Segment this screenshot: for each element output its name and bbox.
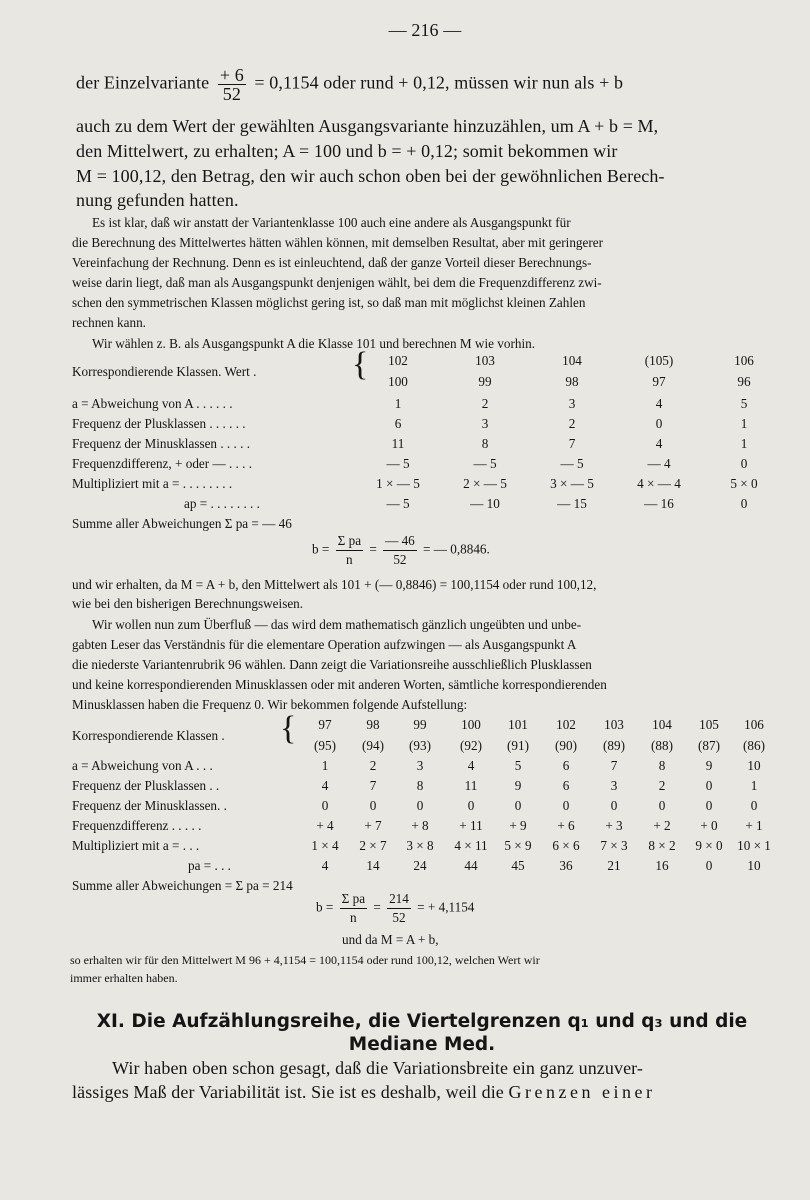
fraction-numerator: — 46 [383, 532, 417, 551]
top-line-5: nung gefunden hatten. [76, 190, 239, 210]
table1-cell: 1 [740, 416, 748, 431]
table1-cell: 4 × — 4 [637, 476, 681, 491]
table2-cell: 2 × 7 [359, 838, 387, 853]
table2-cell: 0 [610, 798, 618, 813]
table1-cell: — 16 [644, 496, 674, 511]
table2-top-values [0, 717, 764, 737]
table2-cell: 0 [562, 798, 570, 813]
para1-line-2: die Berechnung des Mittelwertes hätten wählen können, mit demselben Resultat, aber mit geringerer [72, 235, 603, 250]
table2-cell: 8 × 2 [648, 838, 676, 853]
table2-header-label: Korrespondierende Klassen . [72, 728, 225, 743]
table1-cell: 2 [568, 416, 576, 431]
fraction-denominator: n [350, 910, 357, 925]
table2-bottom: (87) [698, 738, 720, 753]
table2-top: 100 [461, 717, 481, 732]
table2-cell: 0 [369, 798, 377, 813]
fraction-numerator: + 6 [219, 65, 244, 85]
para5-line-1: so erhalten wir für den Mittelwert M 96 + 4,1154 = 100,1154 oder rund 100,12, welchen Wert wir [70, 953, 540, 967]
section-heading-line-2: Mediane Med. [348, 1034, 496, 1055]
table1-cell: — 5 [386, 496, 410, 511]
table2-top: 104 [652, 717, 672, 732]
table2-cell: 7 [369, 778, 377, 793]
para4-line-3: die niederste Variantenrubrik 96 wählen. Dann zeigt die Variationsreihe ausschließlich Plusklassen [72, 657, 592, 672]
table2-cell: + 11 [459, 818, 483, 833]
para1-line-5: schen den symmetrischen Klassen möglichst gering ist, so daß man mit möglichst kleinen Zahlen [72, 295, 586, 310]
table1-cell: 5 × 0 [730, 476, 758, 491]
table1-bottom-2: 99 [478, 374, 492, 389]
table2-row-label: Frequenz der Plusklassen . . [72, 778, 220, 793]
table2-row-pa [72, 858, 810, 878]
table2-cell: 9 × 0 [695, 838, 723, 853]
table1-cell: 0 [740, 456, 748, 471]
para1-line-3: Vereinfachung der Rechnung. Denn es ist einleuchtend, daß der ganze Vorteil dieser Berechnungs- [72, 255, 592, 270]
table2-cell: 1 [750, 778, 758, 793]
table2-cell: 4 [321, 858, 329, 873]
table2-bottom: (90) [555, 738, 577, 753]
table1-row-label: Frequenz der Plusklassen . . . . . . [72, 416, 246, 431]
table1-cell: 1 [394, 396, 402, 411]
table2-cell: 4 × 11 [454, 838, 488, 853]
table2-cell: + 0 [700, 818, 718, 833]
table2-cell: 7 [610, 758, 618, 773]
table1-cell: 2 [481, 396, 489, 411]
top-line-1 [76, 66, 623, 103]
table1-bottom-3: 98 [565, 374, 579, 389]
table2-cell: 7 × 3 [600, 838, 628, 853]
table2-formula [316, 890, 474, 927]
table2-cell: 0 [321, 798, 329, 813]
table2-cell: 8 [658, 758, 666, 773]
table1-cell: 4 [655, 436, 663, 451]
table2-cell: 0 [705, 778, 713, 793]
table2-top: 98 [366, 717, 380, 732]
table2-sum: Summe aller Abweichungen = Σ pa = 214 [72, 878, 293, 893]
closing-line-2a: lässiges Maß der Variabilität ist. Sie ist es deshalb, weil die [72, 1082, 504, 1102]
table1-row-frequenzdifferenz [72, 456, 810, 476]
table1-row-label: a = Abweichung von A . . . . . . [72, 396, 233, 411]
table2-row-label: a = Abweichung von A . . . [72, 758, 213, 773]
table1-top-3: 104 [562, 353, 582, 368]
table2-bottom: (86) [743, 738, 765, 753]
formula-result: = + 4,1154 [417, 899, 475, 915]
table1-row-label: ap = . . . . . . . . [184, 496, 260, 511]
table2-cell: + 8 [411, 818, 429, 833]
table2-cell: 0 [750, 798, 758, 813]
table2-cell: + 9 [509, 818, 527, 833]
table1-cell: 11 [391, 436, 405, 451]
table1-cell: 1 [740, 436, 748, 451]
table1-bottom-1: 100 [388, 374, 408, 389]
formula-b: b = [312, 541, 330, 557]
table2-top: 105 [699, 717, 719, 732]
table2-cell: 10 [747, 758, 761, 773]
table2-cell: + 7 [364, 818, 382, 833]
para4-line-2: gabten Leser das Verständnis für die elementare Operation aufzwingen — als Ausgangspunkt A [72, 637, 577, 652]
table2-row-minusklassen [72, 798, 810, 818]
table1-top-5: 106 [734, 353, 754, 368]
table2-bottom: (93) [409, 738, 431, 753]
table1-cell: 2 × — 5 [463, 476, 507, 491]
formula-fraction-1 [336, 532, 363, 569]
closing-line-2b-spaced: Grenzen einer [508, 1082, 656, 1102]
table2-cell: 44 [464, 858, 478, 873]
table2-cell: 6 × 6 [552, 838, 580, 853]
table1-cell: 6 [394, 416, 402, 431]
table2-cell: 24 [413, 858, 427, 873]
table2-top: 103 [604, 717, 624, 732]
top-line-4: M = 100,12, den Betrag, den wir auch schon oben bei der gewöhnlichen Berech- [76, 166, 665, 186]
table1-row-label: Multipliziert mit a = . . . . . . . . [72, 476, 233, 491]
table2-cell: + 1 [745, 818, 763, 833]
table2-cell: + 3 [605, 818, 623, 833]
table2-cell: 0 [416, 798, 424, 813]
table2-bottom: (89) [603, 738, 625, 753]
table2-row-label: Frequenz der Minusklassen. . [72, 798, 227, 813]
table2-cell: 9 [514, 778, 522, 793]
table1-brace: { [352, 346, 369, 383]
table2-row-label: pa = . . . [188, 858, 231, 873]
table1-row-label: Frequenzdifferenz, + oder — . . . . [72, 456, 253, 471]
table1-top-1: 102 [388, 353, 408, 368]
fraction-denominator: 52 [222, 84, 241, 104]
top-line-2: auch zu dem Wert der gewählten Ausgangsvariante hinzuzählen, um A + b = M, [76, 116, 659, 136]
table1-cell: 8 [481, 436, 489, 451]
table2-cell: 21 [607, 858, 621, 873]
table2-row-frequenzdifferenz [72, 818, 810, 838]
table2-cell: 6 [562, 758, 570, 773]
table1-cell: 0 [740, 496, 748, 511]
table2-cell: + 4 [316, 818, 334, 833]
table2-brace: { [280, 710, 297, 747]
top-line-3: den Mittelwert, zu erhalten; A = 100 und b = + 0,12; somit bekommen wir [76, 141, 618, 161]
table2-top: 99 [413, 717, 427, 732]
para4-line-5: Minusklassen haben die Frequenz 0. Wir bekommen folgende Aufstellung: [72, 697, 468, 712]
table2-cell: 10 [747, 858, 761, 873]
table2-bottom: (88) [651, 738, 673, 753]
table2-cell: 45 [511, 858, 525, 873]
para2: Wir wählen z. B. als Ausgangspunkt A die Klasse 101 und berechnen M wie vorhin. [92, 336, 536, 351]
top-line-1-after: = 0,1154 oder rund + 0,12, müssen wir nun als + b [254, 72, 624, 93]
para1-line-6: rechnen kann. [72, 315, 146, 330]
table1-top-values [0, 353, 754, 373]
table1-cell: 3 [481, 416, 489, 431]
table2-cell: 1 [321, 758, 329, 773]
table1-cell: — 10 [470, 496, 500, 511]
top-line-1-before: der Einzelvariante [76, 72, 210, 93]
table2-cell: 0 [658, 798, 666, 813]
table1-bottom-4: 97 [652, 374, 666, 389]
formula-fraction-2 [383, 532, 417, 569]
formula-b: b = [316, 899, 334, 915]
closing-line-1: Wir haben oben schon gesagt, daß die Variationsbreite ein ganz unzuver- [112, 1058, 643, 1078]
table1-cell: 4 [655, 396, 663, 411]
para4-line-1: Wir wollen nun zum Überfluß — das wird dem mathematisch gänzlich ungeübten und unbe- [92, 617, 582, 632]
table1-row-label: Frequenz der Minusklassen . . . . . [72, 436, 250, 451]
table2-top: 106 [744, 717, 764, 732]
fraction-6-over-52 [218, 66, 246, 103]
table2-row-plusklassen [72, 778, 810, 798]
table2-cell: 36 [559, 858, 573, 873]
table2-cell: 3 [610, 778, 618, 793]
table2-bottom: (95) [314, 738, 336, 753]
fraction-numerator: Σ pa [336, 532, 363, 551]
table1-cell: — 5 [386, 456, 410, 471]
table1-cell: — 4 [647, 456, 671, 471]
table2-cell: 1 × 4 [311, 838, 339, 853]
table1-cell: — 5 [560, 456, 584, 471]
para1-line-4: weise darin liegt, daß man als Ausgangspunkt denjenigen wählt, bei dem die Frequenzdifferenz zwi- [72, 275, 602, 290]
table1-row-ap [72, 496, 810, 516]
table1-bottom-5: 96 [737, 374, 751, 389]
table1-bottom-values [0, 374, 750, 394]
table2-cell: 16 [655, 858, 669, 873]
table2-cell: 4 [467, 758, 475, 773]
table2-top: 97 [318, 717, 332, 732]
para5-line-2: immer erhalten haben. [70, 971, 178, 985]
table2-cell: 9 [705, 758, 713, 773]
formula-fraction-2 [387, 890, 411, 927]
table2-cell: 8 [416, 778, 424, 793]
table1-row-multipliziert [72, 476, 810, 496]
table2-cell: 3 [416, 758, 424, 773]
table2-cell: 2 [369, 758, 377, 773]
table1-row-plusklassen [72, 416, 810, 436]
table2-cell: 14 [366, 858, 380, 873]
table1-sum: Summe aller Abweichungen Σ pa = — 46 [72, 516, 292, 531]
table2-cell: 6 [562, 778, 570, 793]
table2-cell: + 6 [557, 818, 575, 833]
table2-cell: 5 [514, 758, 522, 773]
formula-equals: = [373, 899, 381, 915]
table2-cell: 4 [321, 778, 329, 793]
table2-cell: 0 [514, 798, 522, 813]
table1-cell: — 15 [557, 496, 587, 511]
table1-top-4: (105) [644, 353, 674, 368]
table2-row-label: Multipliziert mit a = . . . [72, 838, 200, 853]
formula-fraction-1 [340, 890, 367, 927]
table2-top: 101 [508, 717, 528, 732]
table2-top: 102 [556, 717, 576, 732]
table1-cell: 3 [568, 396, 576, 411]
table2-bottom: (91) [507, 738, 529, 753]
table2-cell: 0 [705, 858, 713, 873]
table1-formula [312, 532, 490, 569]
closing-line-2 [72, 1082, 655, 1103]
table1-header-label: Korrespondierende Klassen. Wert . [72, 364, 257, 379]
fraction-denominator: 52 [393, 552, 407, 567]
table2-cell: 3 × 8 [406, 838, 434, 853]
fraction-numerator: 214 [387, 890, 411, 909]
table2-cell: 2 [658, 778, 666, 793]
table2-cell: + 2 [653, 818, 671, 833]
fraction-numerator: Σ pa [340, 890, 367, 909]
table2-bottom-values [0, 738, 765, 758]
fraction-denominator: 52 [392, 910, 406, 925]
section-heading-line-1: XI. Die Aufzählungsreihe, die Viertelgrenzen q₁ und q₃ und die [96, 1011, 748, 1032]
para4-line-4: und keine korrespondierenden Minusklassen oder mit anderen Worten, sämtliche korrespondierenden [72, 677, 607, 692]
table2-bottom: (92) [460, 738, 482, 753]
formula-result: = — 0,8846. [423, 541, 490, 557]
formula-equals: = [369, 541, 377, 557]
table2-row-abweichung [72, 758, 810, 778]
table2-bottom: (94) [362, 738, 384, 753]
fraction-denominator: n [346, 552, 353, 567]
table1-cell: 5 [740, 396, 748, 411]
table1-cell: — 5 [473, 456, 497, 471]
table1-top-2: 103 [475, 353, 495, 368]
table2-cell: 0 [467, 798, 475, 813]
table1-cell: 3 × — 5 [550, 476, 594, 491]
table1-row-abweichung [72, 396, 810, 416]
table2-cell: 11 [464, 778, 478, 793]
para3-line-2: wie bei den bisherigen Berechnungsweisen. [72, 596, 304, 611]
page-number: — 216 — [388, 20, 462, 40]
table2-row-label: Frequenzdifferenz . . . . . [72, 818, 202, 833]
table2-cell: 0 [705, 798, 713, 813]
table1-cell: 1 × — 5 [376, 476, 420, 491]
para1-line-1: Es ist klar, daß wir anstatt der Variantenklasse 100 auch eine andere als Ausgangspunkt für [92, 215, 571, 230]
table1-cell: 0 [655, 416, 663, 431]
table2-row-multipliziert [72, 838, 810, 858]
table2-cell: 5 × 9 [504, 838, 532, 853]
para3-line-1: und wir erhalten, da M = A + b, den Mittelwert als 101 + (— 0,8846) = 100,1154 oder rund 100,12, [72, 577, 597, 592]
table2-cell: 10 × 1 [737, 838, 771, 853]
table1-cell: 7 [568, 436, 576, 451]
und-da-line: und da M = A + b, [342, 932, 439, 947]
table1-row-minusklassen [72, 436, 810, 456]
